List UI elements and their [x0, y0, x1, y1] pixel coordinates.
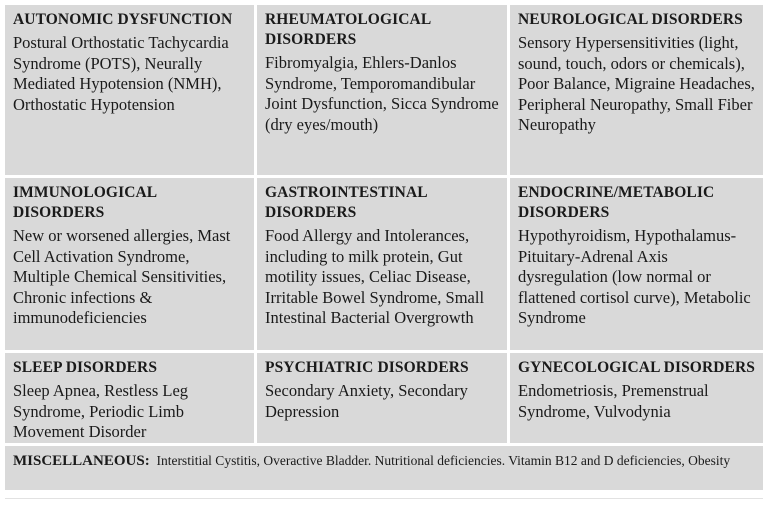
cell-title: GASTROINTESTINAL DISORDERS [265, 184, 427, 221]
cell-title: GYNECOLOGICAL DISORDERS [518, 359, 756, 376]
misc-body: Interstitial Cystitis, Overactive Bladder. Nutritional deficiencies. Vitamin B12 and D deficiencies, Obesity [156, 453, 731, 468]
cell-body: Fibromyalgia, Ehlers-Danlos Syndrome, Temporomandibular Joint Dysfunction, Sicca Syndrome (dry eyes/mouth) [265, 53, 499, 134]
cell-neurological [510, 5, 763, 175]
cell-body: Sleep Apnea, Restless Leg Syndrome, Periodic Limb Movement Disorder [13, 381, 189, 441]
cell-body: Postural Orthostatic Tachycardia Syndrome (POTS), Neurally Mediated Hypotension (NMH), Orthostatic Hypotension [13, 33, 229, 114]
cell-title: RHEUMATOLOGICAL DISORDERS [265, 11, 431, 48]
cell-gastrointestinal [257, 178, 507, 350]
cell-title: AUTONOMIC DYSFUNCTION [13, 11, 233, 28]
cell-body: Sensory Hypersensitivities (light, sound, touch, odors or chemicals), Poor Balance, Migraine Headaches, Peripheral Neuropathy, Small Fiber Neuropathy [518, 33, 755, 134]
cell-psychiatric [257, 353, 507, 443]
cell-title: IMMUNOLOGICAL DISORDERS [13, 184, 157, 221]
cell-title: NEUROLOGICAL DISORDERS [518, 11, 743, 28]
cell-body: Hypothyroidism, Hypothalamus-Pituitary-Adrenal Axis dysregulation (low normal or flattened cortisol curve), Metabolic Syndrome [518, 226, 751, 327]
cell-endocrine [510, 178, 763, 350]
cell-title: ENDOCRINE/METABOLIC DISORDERS [518, 184, 715, 221]
cell-gynecological [510, 353, 763, 443]
misc-title: MISCELLANEOUS: [13, 453, 150, 469]
conditions-table [5, 5, 763, 490]
cell-rheumatological [257, 5, 507, 175]
cell-title: PSYCHIATRIC DISORDERS [265, 359, 469, 376]
cell-sleep [5, 353, 254, 443]
cell-autonomic [5, 5, 254, 175]
cell-body: Endometriosis, Premenstrual Syndrome, Vulvodynia [518, 381, 709, 421]
cell-body: New or worsened allergies, Mast Cell Activation Syndrome, Multiple Chemical Sensitivities, Chronic infections & immunodeficiencies [13, 226, 231, 327]
cell-title: SLEEP DISORDERS [13, 359, 158, 376]
cell-miscellaneous [5, 446, 763, 490]
cell-body: Food Allergy and Intolerances, including to milk protein, Gut motility issues, Celiac Disease, Irritable Bowel Syndrome, Small Intestinal Bacterial Overgrowth [265, 226, 485, 327]
cell-immunological [5, 178, 254, 350]
cell-body: Secondary Anxiety, Secondary Depression [265, 381, 468, 421]
bottom-divider [5, 498, 763, 499]
